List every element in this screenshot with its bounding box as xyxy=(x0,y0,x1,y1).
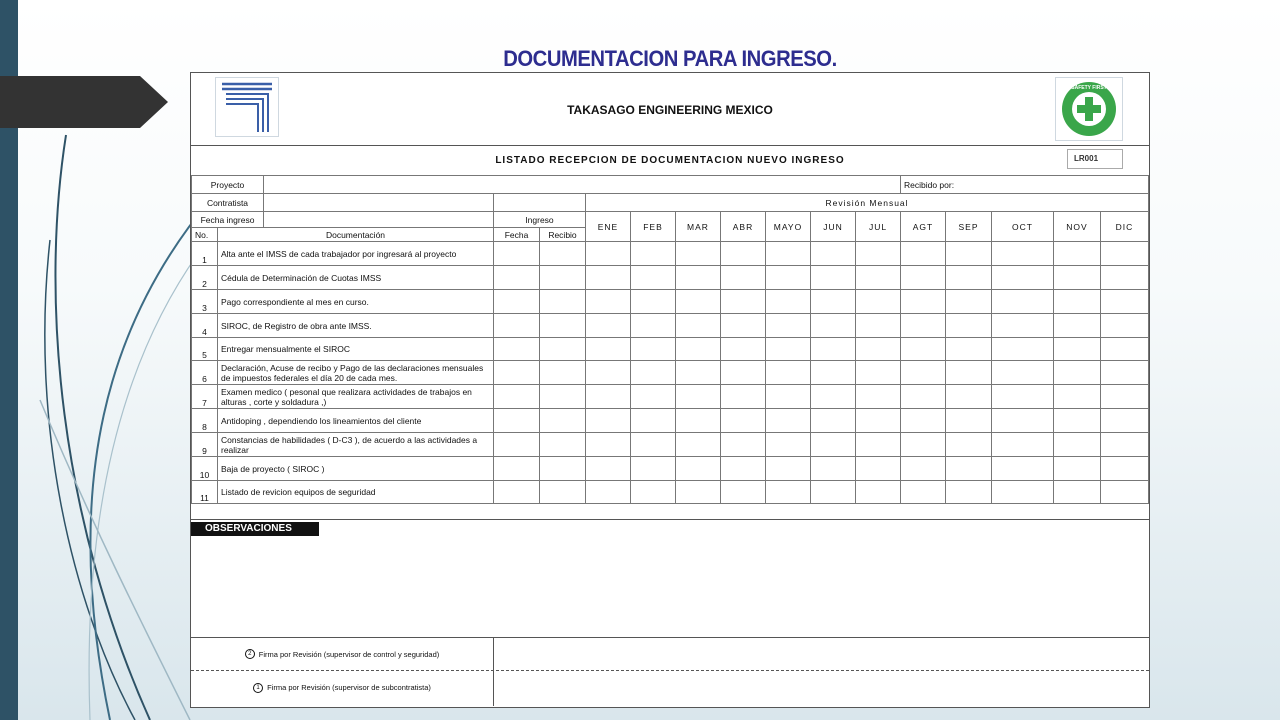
month-mayo: MAYO xyxy=(766,212,811,242)
signature-label xyxy=(191,669,494,706)
month-cell[interactable] xyxy=(946,433,992,457)
month-cell[interactable] xyxy=(856,338,901,361)
month-cell[interactable] xyxy=(946,457,992,481)
month-agt: AGT xyxy=(901,212,946,242)
fecha-ingreso-field[interactable] xyxy=(264,212,494,228)
month-cell[interactable] xyxy=(811,290,856,314)
month-cell[interactable] xyxy=(946,409,992,433)
document-form xyxy=(190,72,1150,708)
month-cell[interactable] xyxy=(676,385,721,409)
month-cell[interactable] xyxy=(721,409,766,433)
month-cell[interactable] xyxy=(992,242,1054,266)
month-cell[interactable] xyxy=(901,290,946,314)
month-sep: SEP xyxy=(946,212,992,242)
recibido-por-label: Recibido por: xyxy=(901,176,1149,194)
month-cell[interactable] xyxy=(721,361,766,385)
row-number: 10 xyxy=(192,457,218,481)
row-documentation: Antidoping , dependiendo los lineamientos del cliente xyxy=(218,409,494,433)
row-documentation: Alta ante el IMSS de cada trabajador por ingresará al proyecto xyxy=(218,242,494,266)
observaciones-section[interactable] xyxy=(191,519,1149,638)
month-cell[interactable] xyxy=(766,433,811,457)
fecha-cell[interactable] xyxy=(494,242,540,266)
month-cell[interactable] xyxy=(901,385,946,409)
month-cell[interactable] xyxy=(1054,290,1101,314)
month-cell[interactable] xyxy=(1101,266,1149,290)
fecha-cell[interactable] xyxy=(494,457,540,481)
month-dic: DIC xyxy=(1101,212,1149,242)
fecha-cell[interactable] xyxy=(494,361,540,385)
month-cell[interactable] xyxy=(856,361,901,385)
month-cell[interactable] xyxy=(856,242,901,266)
month-cell[interactable] xyxy=(1054,242,1101,266)
ingreso-header: Ingreso xyxy=(494,212,586,228)
month-cell[interactable] xyxy=(676,433,721,457)
month-cell[interactable] xyxy=(811,314,856,338)
table-row xyxy=(192,385,1149,409)
row-number: 9 xyxy=(192,433,218,457)
month-cell[interactable] xyxy=(1054,314,1101,338)
row-number: 8 xyxy=(192,409,218,433)
month-cell[interactable] xyxy=(901,338,946,361)
month-cell[interactable] xyxy=(631,361,676,385)
fecha-header: Fecha xyxy=(494,228,540,242)
month-cell[interactable] xyxy=(676,290,721,314)
fecha-ingreso-label: Fecha ingreso xyxy=(192,212,264,228)
row-number: 1 xyxy=(192,242,218,266)
table-row xyxy=(192,481,1149,504)
month-cell[interactable] xyxy=(766,457,811,481)
month-cell[interactable] xyxy=(856,409,901,433)
fecha-cell[interactable] xyxy=(494,338,540,361)
month-cell[interactable] xyxy=(676,314,721,338)
month-cell[interactable] xyxy=(631,266,676,290)
month-cell[interactable] xyxy=(811,457,856,481)
month-cell[interactable] xyxy=(631,290,676,314)
month-cell[interactable] xyxy=(946,242,992,266)
month-cell[interactable] xyxy=(631,409,676,433)
month-cell[interactable] xyxy=(766,242,811,266)
month-cell[interactable] xyxy=(586,361,631,385)
signature-row-control[interactable] xyxy=(191,637,1149,671)
safety-first-text: SAFETY FIRST xyxy=(1071,85,1107,91)
month-cell[interactable] xyxy=(631,338,676,361)
month-cell[interactable] xyxy=(811,361,856,385)
recibio-cell[interactable] xyxy=(540,481,586,504)
month-cell[interactable] xyxy=(721,385,766,409)
month-cell[interactable] xyxy=(1101,409,1149,433)
month-cell[interactable] xyxy=(676,457,721,481)
month-cell[interactable] xyxy=(901,433,946,457)
revision-mensual-header: Revisión Mensual xyxy=(586,194,1149,212)
month-cell[interactable] xyxy=(856,457,901,481)
month-cell[interactable] xyxy=(631,242,676,266)
month-cell[interactable] xyxy=(901,361,946,385)
form-header xyxy=(191,73,1149,146)
month-cell[interactable] xyxy=(1054,433,1101,457)
month-cell[interactable] xyxy=(676,481,721,504)
month-cell[interactable] xyxy=(856,266,901,290)
row-number: 4 xyxy=(192,314,218,338)
no-header: No. xyxy=(192,228,218,242)
month-cell[interactable] xyxy=(901,457,946,481)
table-body xyxy=(192,242,1149,504)
month-cell[interactable] xyxy=(856,481,901,504)
recibio-cell[interactable] xyxy=(540,338,586,361)
month-cell[interactable] xyxy=(676,266,721,290)
fecha-cell[interactable] xyxy=(494,409,540,433)
signature-label xyxy=(191,638,494,670)
month-cell[interactable] xyxy=(586,409,631,433)
form-subtitle: LISTADO RECEPCION DE DOCUMENTACION NUEVO INGRESO xyxy=(495,155,845,166)
contratista-label: Contratista xyxy=(192,194,264,212)
month-cell[interactable] xyxy=(766,266,811,290)
fecha-cell[interactable] xyxy=(494,481,540,504)
month-cell[interactable] xyxy=(721,314,766,338)
month-cell[interactable] xyxy=(1101,385,1149,409)
table-row xyxy=(192,266,1149,290)
row-documentation: Pago correspondiente al mes en curso. xyxy=(218,290,494,314)
table-row xyxy=(192,338,1149,361)
table-row xyxy=(192,242,1149,266)
month-cell[interactable] xyxy=(856,290,901,314)
month-cell[interactable] xyxy=(631,314,676,338)
month-cell[interactable] xyxy=(1054,361,1101,385)
month-cell[interactable] xyxy=(811,338,856,361)
month-cell[interactable] xyxy=(811,481,856,504)
month-cell[interactable] xyxy=(811,242,856,266)
month-cell[interactable] xyxy=(721,266,766,290)
recibio-cell[interactable] xyxy=(540,361,586,385)
month-cell[interactable] xyxy=(766,481,811,504)
contratista-field[interactable] xyxy=(264,194,494,212)
month-cell[interactable] xyxy=(992,481,1054,504)
month-cell[interactable] xyxy=(992,314,1054,338)
recibio-cell[interactable] xyxy=(540,314,586,338)
month-cell[interactable] xyxy=(766,290,811,314)
row-documentation: Entregar mensualmente el SIROC xyxy=(218,338,494,361)
contratista-extra-field[interactable] xyxy=(494,194,586,212)
month-cell[interactable] xyxy=(1101,481,1149,504)
month-jul: JUL xyxy=(856,212,901,242)
month-cell[interactable] xyxy=(901,266,946,290)
table-row xyxy=(192,433,1149,457)
month-cell[interactable] xyxy=(992,409,1054,433)
month-cell[interactable] xyxy=(721,457,766,481)
month-cell[interactable] xyxy=(1054,481,1101,504)
table-row xyxy=(192,314,1149,338)
recibio-cell[interactable] xyxy=(540,385,586,409)
month-cell[interactable] xyxy=(1101,314,1149,338)
month-cell[interactable] xyxy=(766,385,811,409)
month-cell[interactable] xyxy=(946,290,992,314)
form-subheader xyxy=(191,145,1149,175)
contratista-row xyxy=(192,194,1149,212)
month-cell[interactable] xyxy=(766,409,811,433)
month-cell[interactable] xyxy=(676,338,721,361)
month-cell[interactable] xyxy=(992,385,1054,409)
month-cell[interactable] xyxy=(901,481,946,504)
month-cell[interactable] xyxy=(1101,433,1149,457)
month-cell[interactable] xyxy=(721,290,766,314)
month-cell[interactable] xyxy=(586,457,631,481)
documentation-table xyxy=(191,175,1149,504)
recibio-cell[interactable] xyxy=(540,409,586,433)
month-cell[interactable] xyxy=(721,433,766,457)
month-cell[interactable] xyxy=(586,338,631,361)
month-cell[interactable] xyxy=(1054,266,1101,290)
month-cell[interactable] xyxy=(811,385,856,409)
row-number: 2 xyxy=(192,266,218,290)
recibio-cell[interactable] xyxy=(540,290,586,314)
month-cell[interactable] xyxy=(946,361,992,385)
fecha-cell[interactable] xyxy=(494,290,540,314)
documentacion-header: Documentación xyxy=(218,228,494,242)
month-cell[interactable] xyxy=(586,433,631,457)
month-cell[interactable] xyxy=(901,314,946,338)
month-cell[interactable] xyxy=(676,361,721,385)
arrow-tab-decoration xyxy=(0,76,168,128)
row-number: 7 xyxy=(192,385,218,409)
signature-text: Firma por Revisión (supervisor de subcontratista) xyxy=(267,683,431,692)
month-cell[interactable] xyxy=(631,385,676,409)
row-number: 6 xyxy=(192,361,218,385)
table-row xyxy=(192,290,1149,314)
month-cell[interactable] xyxy=(586,314,631,338)
row-number: 5 xyxy=(192,338,218,361)
recibio-cell[interactable] xyxy=(540,433,586,457)
month-cell[interactable] xyxy=(1101,361,1149,385)
month-cell[interactable] xyxy=(766,338,811,361)
month-cell[interactable] xyxy=(946,385,992,409)
month-cell[interactable] xyxy=(586,385,631,409)
page-title: DOCUMENTACION PARA INGRESO. xyxy=(503,46,837,71)
signature-text: Firma por Revisión (supervisor de control y seguridad) xyxy=(258,649,440,659)
month-cell[interactable] xyxy=(766,361,811,385)
month-cell[interactable] xyxy=(811,409,856,433)
month-cell[interactable] xyxy=(811,433,856,457)
table-row xyxy=(192,409,1149,433)
month-oct: OCT xyxy=(992,212,1054,242)
month-cell[interactable] xyxy=(631,457,676,481)
fecha-cell[interactable] xyxy=(494,385,540,409)
recibio-cell[interactable] xyxy=(540,242,586,266)
fecha-ingreso-row xyxy=(192,212,1149,228)
month-abr: ABR xyxy=(721,212,766,242)
safety-first-logo xyxy=(1055,77,1123,141)
month-cell[interactable] xyxy=(992,457,1054,481)
circled-number: 1 xyxy=(253,683,263,693)
row-documentation: Listado de revicion equipos de seguridad xyxy=(218,481,494,504)
observaciones-label: OBSERVACIONES xyxy=(191,522,319,536)
month-cell[interactable] xyxy=(586,290,631,314)
month-jun: JUN xyxy=(811,212,856,242)
month-cell[interactable] xyxy=(676,242,721,266)
month-cell[interactable] xyxy=(1054,457,1101,481)
row-number: 3 xyxy=(192,290,218,314)
month-cell[interactable] xyxy=(1101,457,1149,481)
signature-row-subcontratista[interactable] xyxy=(191,669,1149,706)
month-cell[interactable] xyxy=(721,338,766,361)
month-cell[interactable] xyxy=(1054,338,1101,361)
month-cell[interactable] xyxy=(1101,338,1149,361)
month-cell[interactable] xyxy=(992,266,1054,290)
month-cell[interactable] xyxy=(1101,242,1149,266)
proyecto-label: Proyecto xyxy=(192,176,264,194)
month-cell[interactable] xyxy=(631,481,676,504)
month-cell[interactable] xyxy=(586,266,631,290)
month-cell[interactable] xyxy=(631,433,676,457)
month-cell[interactable] xyxy=(992,290,1054,314)
row-documentation: SIROC, de Registro de obra ante IMSS. xyxy=(218,314,494,338)
month-cell[interactable] xyxy=(992,361,1054,385)
month-cell[interactable] xyxy=(901,242,946,266)
row-documentation: Examen medico ( pesonal que realizara actividades de trabajos en alturas , corte y soldadura ,) xyxy=(218,385,494,409)
month-cell[interactable] xyxy=(1054,385,1101,409)
month-cell[interactable] xyxy=(901,409,946,433)
month-cell[interactable] xyxy=(721,242,766,266)
fecha-cell[interactable] xyxy=(494,266,540,290)
month-cell[interactable] xyxy=(992,433,1054,457)
proyecto-row xyxy=(192,176,1149,194)
proyecto-field[interactable] xyxy=(264,176,901,194)
row-number: 11 xyxy=(192,481,218,504)
month-mar: MAR xyxy=(676,212,721,242)
month-ene: ENE xyxy=(586,212,631,242)
month-cell[interactable] xyxy=(992,338,1054,361)
row-documentation: Constancias de habilidades ( D-C3 ), de acuerdo a las actividades a realizar xyxy=(218,433,494,457)
month-feb: FEB xyxy=(631,212,676,242)
month-cell[interactable] xyxy=(766,314,811,338)
recibio-cell[interactable] xyxy=(540,457,586,481)
table-row xyxy=(192,457,1149,481)
month-cell[interactable] xyxy=(1101,290,1149,314)
month-cell[interactable] xyxy=(856,385,901,409)
month-cell[interactable] xyxy=(946,314,992,338)
month-cell[interactable] xyxy=(946,481,992,504)
fecha-cell[interactable] xyxy=(494,433,540,457)
row-documentation: Baja de proyecto ( SIROC ) xyxy=(218,457,494,481)
month-cell[interactable] xyxy=(586,242,631,266)
recibio-cell[interactable] xyxy=(540,266,586,290)
month-cell[interactable] xyxy=(1054,409,1101,433)
form-code: LR001 xyxy=(1067,149,1123,169)
fecha-cell[interactable] xyxy=(494,314,540,338)
month-cell[interactable] xyxy=(721,481,766,504)
row-documentation: Declaración, Acuse de recibo y Pago de las declaraciones mensuales de impuestos federales el día 20 de cada mes. xyxy=(218,361,494,385)
month-cell[interactable] xyxy=(856,433,901,457)
company-name: TAKASAGO ENGINEERING MEXICO xyxy=(567,103,773,117)
month-cell[interactable] xyxy=(946,266,992,290)
month-cell[interactable] xyxy=(676,409,721,433)
month-cell[interactable] xyxy=(856,314,901,338)
recibio-header: Recibio xyxy=(540,228,586,242)
circled-number: 2 xyxy=(245,649,255,659)
table-row xyxy=(192,361,1149,385)
month-cell[interactable] xyxy=(586,481,631,504)
month-nov: NOV xyxy=(1054,212,1101,242)
row-documentation: Cédula de Determinación de Cuotas IMSS xyxy=(218,266,494,290)
month-cell[interactable] xyxy=(811,266,856,290)
month-cell[interactable] xyxy=(946,338,992,361)
